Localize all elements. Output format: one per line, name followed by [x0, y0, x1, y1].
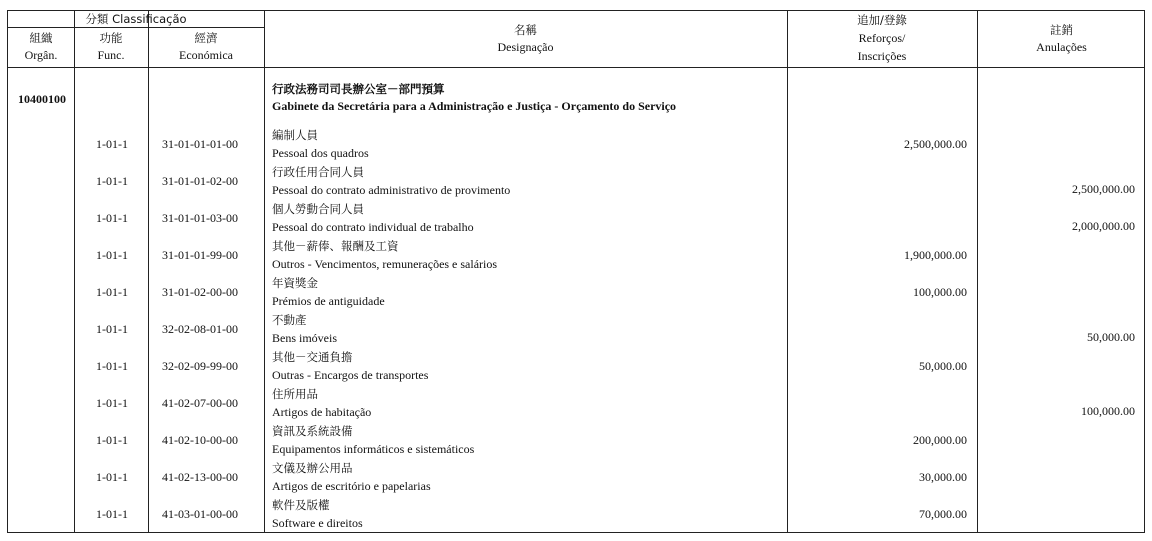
anulacoes-amount: 2,000,000.00	[1072, 219, 1135, 233]
reforcos-amount: 200,000.00	[913, 433, 967, 447]
econ-code: 32-02-09-99-00	[162, 359, 238, 373]
econ-header-pt: Económica	[179, 48, 233, 62]
col-divider	[264, 11, 265, 532]
econ-code: 31-01-01-03-00	[162, 211, 238, 225]
func-code: 1-01-1	[96, 359, 128, 373]
econ-code: 41-02-07-00-00	[162, 396, 238, 410]
item-name-pt: Software e direitos	[272, 516, 363, 530]
item-name-zh: 不動產	[272, 313, 307, 327]
item-name-pt: Pessoal dos quadros	[272, 146, 369, 160]
item-name-zh: 軟件及版權	[272, 498, 330, 512]
reforcos-amount: 50,000.00	[919, 359, 967, 373]
organ-header-zh: 組織	[29, 31, 53, 45]
header-bottom-rule	[8, 67, 1144, 68]
func-code: 1-01-1	[96, 285, 128, 299]
reforcos-header-zh: 追加/登錄	[857, 13, 907, 27]
func-code: 1-01-1	[96, 248, 128, 262]
item-name-zh: 其他－交通負擔	[272, 350, 353, 364]
item-name-zh: 資訊及系統設備	[272, 424, 353, 438]
econ-code: 31-01-02-00-00	[162, 285, 238, 299]
func-code: 1-01-1	[96, 174, 128, 188]
econ-code: 41-03-01-00-00	[162, 507, 238, 521]
func-code: 1-01-1	[96, 211, 128, 225]
item-name-zh: 行政任用合同人員	[272, 165, 364, 179]
anulacoes-amount: 100,000.00	[1081, 404, 1135, 418]
econ-code: 31-01-01-99-00	[162, 248, 238, 262]
item-name-zh: 其他－薪俸、報酬及工資	[272, 239, 399, 253]
func-code: 1-01-1	[96, 433, 128, 447]
reforcos-amount: 30,000.00	[919, 470, 967, 484]
func-code: 1-01-1	[96, 396, 128, 410]
classification-header: 分類 Classificação	[85, 12, 187, 26]
anulacoes-header-zh: 註銷	[1050, 23, 1073, 37]
col-divider	[148, 11, 149, 532]
reforcos-amount: 70,000.00	[919, 507, 967, 521]
func-code: 1-01-1	[96, 507, 128, 521]
item-name-pt: Equipamentos informáticos e sistemáticos	[272, 442, 475, 456]
section-title-pt: Gabinete da Secretária para a Administração e Justiça - Orçamento do Serviço	[272, 99, 677, 113]
item-name-pt: Bens imóveis	[272, 331, 337, 345]
econ-header-zh: 經濟	[194, 31, 218, 45]
item-name-zh: 文儀及辦公用品	[272, 461, 353, 475]
designation-header-pt: Designação	[497, 40, 554, 54]
organ-code: 10400100	[18, 92, 66, 106]
item-name-pt: Artigos de habitação	[272, 405, 372, 419]
reforcos-header-pt1: Reforços/	[858, 31, 906, 45]
anulacoes-amount: 50,000.00	[1087, 330, 1135, 344]
econ-code: 31-01-01-01-00	[162, 137, 238, 151]
reforcos-header-pt2: Inscrições	[857, 49, 907, 63]
econ-code: 41-02-10-00-00	[162, 433, 238, 447]
econ-code: 32-02-08-01-00	[162, 322, 238, 336]
col-divider	[977, 11, 978, 532]
section-title-zh: 行政法務司司長辦公室－部門預算	[272, 82, 445, 96]
func-code: 1-01-1	[96, 137, 128, 151]
organ-header-pt: Orgân.	[24, 48, 58, 62]
econ-code: 31-01-01-02-00	[162, 174, 238, 188]
func-header-zh: 功能	[99, 31, 123, 45]
func-header-pt: Func.	[97, 48, 125, 62]
anulacoes-amount: 2,500,000.00	[1072, 182, 1135, 196]
anulacoes-header-pt: Anulações	[1036, 40, 1087, 54]
reforcos-amount: 100,000.00	[913, 285, 967, 299]
item-name-zh: 個人勞動合同人員	[272, 202, 364, 216]
item-name-pt: Pessoal do contrato administrativo de provimento	[272, 183, 511, 197]
item-name-pt: Outros - Vencimentos, remunerações e salários	[272, 257, 498, 271]
item-name-pt: Outras - Encargos de transportes	[272, 368, 429, 382]
col-divider	[74, 11, 75, 532]
designation-header-zh: 名稱	[514, 23, 537, 37]
item-name-zh: 住所用品	[272, 387, 318, 401]
col-divider	[787, 11, 788, 532]
budget-table	[7, 10, 1145, 533]
item-name-pt: Artigos de escritório e papelarias	[272, 479, 431, 493]
func-code: 1-01-1	[96, 470, 128, 484]
reforcos-amount: 1,900,000.00	[904, 248, 967, 262]
header-divider	[8, 27, 264, 28]
econ-code: 41-02-13-00-00	[162, 470, 238, 484]
reforcos-amount: 2,500,000.00	[904, 137, 967, 151]
item-name-zh: 編制人員	[272, 128, 318, 142]
item-name-zh: 年資獎金	[272, 276, 318, 290]
func-code: 1-01-1	[96, 322, 128, 336]
item-name-pt: Pessoal do contrato individual de trabalho	[272, 220, 474, 234]
item-name-pt: Prémios de antiguidade	[272, 294, 385, 308]
